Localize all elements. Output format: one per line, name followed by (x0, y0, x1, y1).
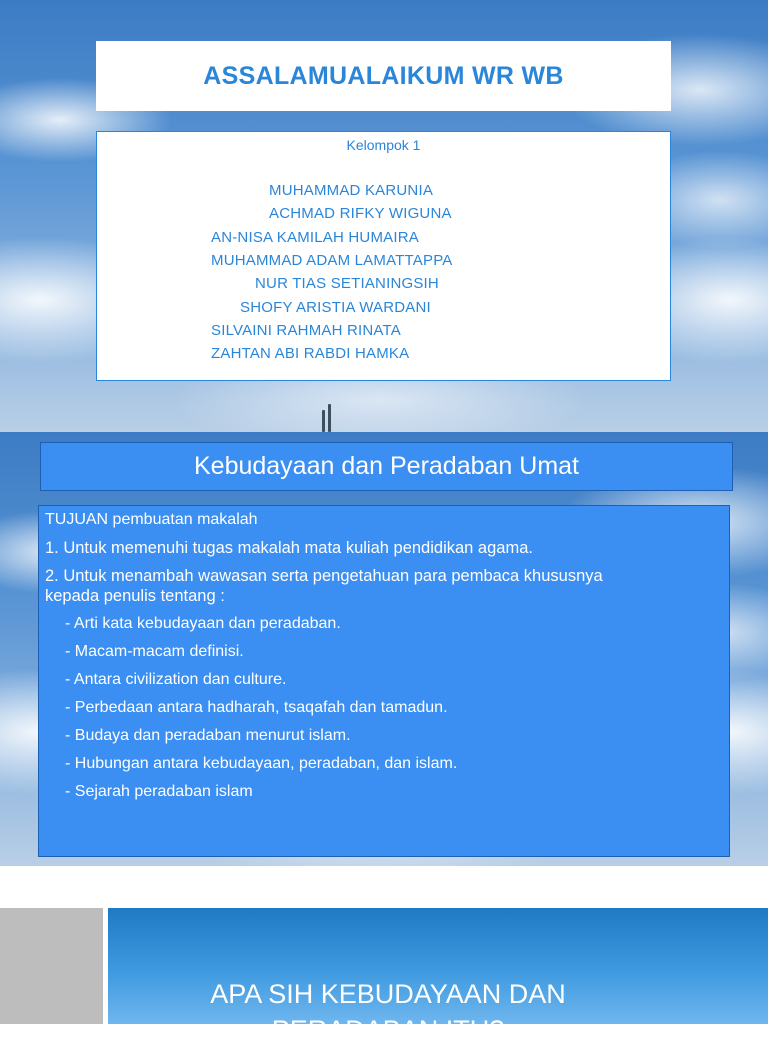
slide-3 (0, 908, 768, 1045)
point-2-line-1: 2. Untuk menambah wawasan serta pengetahuan para pembaca khususnya (45, 567, 603, 585)
gray-side-bar (0, 908, 103, 1024)
slide-2 (0, 432, 768, 866)
member-name: ACHMAD RIFKY WIGUNA (269, 205, 452, 222)
member-name: SHOFY ARISTIA WARDANI (240, 299, 431, 316)
topic-item: - Budaya dan peradaban menurut islam. (65, 727, 351, 744)
topic-item: - Sejarah peradaban islam (65, 783, 253, 800)
group-label: Kelompok 1 (346, 137, 421, 153)
slide-3-title (148, 976, 628, 1048)
heading-box (40, 442, 733, 491)
member-name: AN-NISA KAMILAH HUMAIRA (211, 229, 419, 246)
content-box (38, 505, 730, 857)
member-name: NUR TIAS SETIANINGSIH (255, 275, 439, 292)
slide-1 (0, 0, 768, 432)
slide-3-title-line-1: APA SIH KEBUDAYAAN DAN (210, 979, 566, 1009)
topic-item: - Macam-macam definisi. (65, 643, 244, 660)
member-name: SILVAINI RAHMAH RINATA (211, 322, 401, 339)
title-box (96, 41, 671, 111)
point-2-line-2: kepada penulis tentang : (45, 587, 225, 605)
member-name: MUHAMMAD ADAM LAMATTAPPA (211, 252, 453, 269)
slide-3-title-line-2: PERADABAN ITU? (271, 1015, 505, 1045)
topic-item: - Perbedaan antara hadharah, tsaqafah dan tamadun. (65, 699, 448, 716)
topic-item: - Arti kata kebudayaan dan peradaban. (65, 615, 341, 632)
slide-title: ASSALAMUALAIKUM WR WB (203, 61, 564, 90)
grass-decoration (322, 410, 325, 432)
member-name: ZAHTAN ABI RABDI HAMKA (211, 345, 410, 362)
point-1: 1. Untuk memenuhi tugas makalah mata kuliah pendidikan agama. (45, 539, 533, 557)
intro-text: TUJUAN pembuatan makalah (45, 511, 258, 528)
grass-decoration (328, 404, 331, 432)
members-box (96, 131, 671, 381)
topic-item: - Hubungan antara kebudayaan, peradaban, dan islam. (65, 755, 458, 772)
slide-heading: Kebudayaan dan Peradaban Umat (193, 452, 579, 480)
member-name: MUHAMMAD KARUNIA (269, 182, 434, 199)
topic-item: - Antara civilization dan culture. (65, 671, 287, 688)
